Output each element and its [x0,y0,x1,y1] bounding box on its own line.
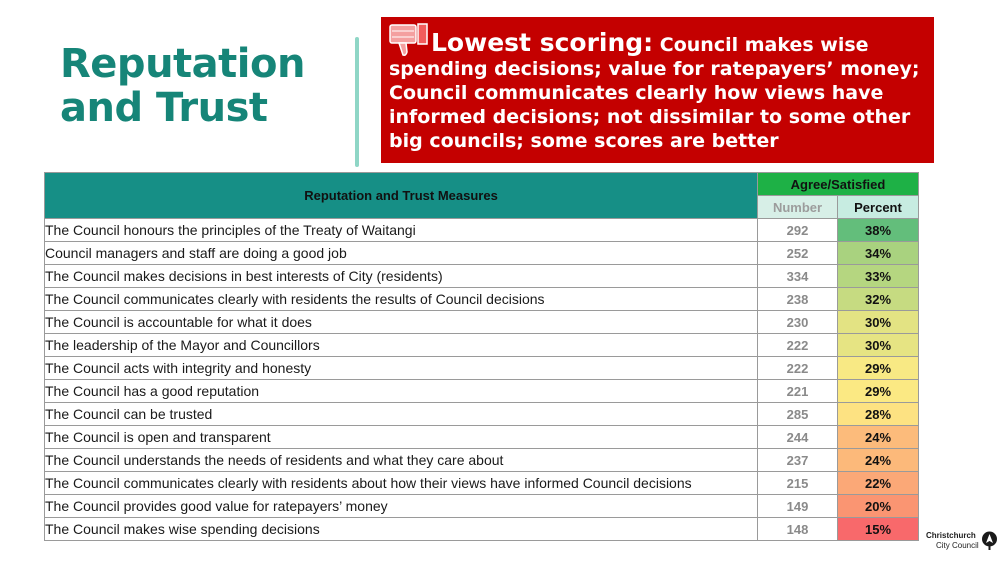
page-title [60,42,305,130]
measure-number: 238 [758,288,838,311]
measure-label: The Council understands the needs of residents and what they care about [45,449,758,472]
reputation-trust-table [44,172,919,541]
measure-number: 244 [758,426,838,449]
table-header-row [45,173,919,196]
table-row [45,357,919,380]
christchurch-city-council-logo [926,530,998,552]
table-row [45,518,919,541]
measure-column-header: Reputation and Trust Measures [45,173,758,219]
measure-percent: 30% [838,334,919,357]
logo-text [926,531,979,551]
page-title-line1: Reputation [60,41,305,87]
logo-line1: Christchurch [926,531,976,540]
callout-lead: Lowest scoring: [431,28,654,57]
table-row [45,426,919,449]
measure-percent: 29% [838,357,919,380]
thumbs-down-icon [389,23,429,57]
measure-number: 215 [758,472,838,495]
table-body [45,219,919,541]
measure-number: 148 [758,518,838,541]
measure-label: The Council honours the principles of the Treaty of Waitangi [45,219,758,242]
measure-number: 334 [758,265,838,288]
measure-label: The Council is accountable for what it does [45,311,758,334]
measure-number: 222 [758,357,838,380]
number-column-header: Number [758,196,838,219]
measure-number: 252 [758,242,838,265]
measure-label: The Council is open and transparent [45,426,758,449]
measure-label: The Council communicates clearly with residents the results of Council decisions [45,288,758,311]
measure-percent: 22% [838,472,919,495]
logo-line2: City Council [936,541,979,550]
measure-percent: 38% [838,219,919,242]
table-row [45,472,919,495]
measure-percent: 32% [838,288,919,311]
measure-number: 285 [758,403,838,426]
measure-label: The Council makes wise spending decisions [45,518,758,541]
measure-number: 221 [758,380,838,403]
measure-percent: 33% [838,265,919,288]
table-row [45,288,919,311]
measure-percent: 30% [838,311,919,334]
measure-label: The Council can be trusted [45,403,758,426]
christchurch-logo-icon [981,531,998,551]
measure-label: The Council communicates clearly with residents about how their views have informed Council decisions [45,472,758,495]
measure-percent: 28% [838,403,919,426]
measure-percent: 24% [838,426,919,449]
vertical-divider [355,37,359,167]
table-row [45,380,919,403]
measure-percent: 20% [838,495,919,518]
percent-column-header: Percent [838,196,919,219]
table-row [45,219,919,242]
table-row [45,311,919,334]
callout-body: Council makes wise spending decisions; value for ratepayers’ money; Council communicates clearly how views have informed decisions; not dissimilar to some other big councils; some scores are better [389,34,920,152]
measure-number: 222 [758,334,838,357]
table-row [45,449,919,472]
measure-number: 149 [758,495,838,518]
measure-number: 292 [758,219,838,242]
table-row [45,403,919,426]
page-title-line2: and Trust [60,85,268,131]
table-row [45,334,919,357]
measure-percent: 29% [838,380,919,403]
measure-label: The Council acts with integrity and honesty [45,357,758,380]
measure-number: 237 [758,449,838,472]
lowest-scoring-callout [381,17,934,163]
agree-satisfied-header: Agree/Satisfied [758,173,919,196]
measure-label: Council managers and staff are doing a good job [45,242,758,265]
measure-label: The Council makes decisions in best interests of City (residents) [45,265,758,288]
measure-percent: 15% [838,518,919,541]
measure-label: The Council has a good reputation [45,380,758,403]
measure-percent: 34% [838,242,919,265]
measure-number: 230 [758,311,838,334]
table-row [45,242,919,265]
measure-label: The Council provides good value for ratepayers’ money [45,495,758,518]
measure-label: The leadership of the Mayor and Councillors [45,334,758,357]
measure-percent: 24% [838,449,919,472]
table-row [45,495,919,518]
table-row [45,265,919,288]
